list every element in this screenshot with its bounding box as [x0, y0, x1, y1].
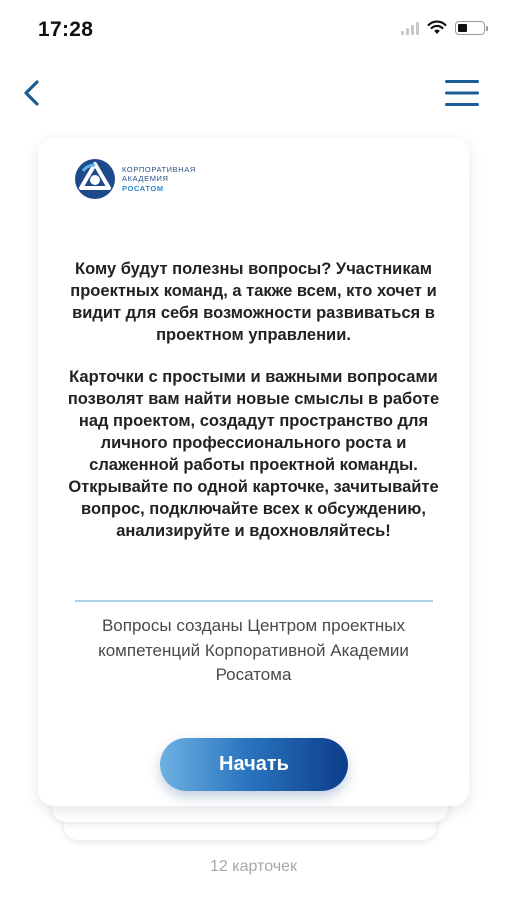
- hamburger-menu-icon: [445, 79, 479, 107]
- divider: [75, 600, 433, 602]
- status-time: 17:28: [38, 18, 94, 41]
- intro-paragraph-description: Карточки с простыми и важными вопросами позволят вам найти новые смыслы в работе над проектом, создадут пространство для личного профессионального роста и слаженной работы проектной команды. Открывайте по одной карточке, зачитывайте вопрос, подключайте всех к обсуждению, анализируйте и вдохновляйтесь!: [67, 368, 440, 540]
- status-bar: [0, 0, 507, 62]
- intro-paragraph-audience: Кому будут полезны вопросы? Участникам проектных команд, а также всем, кто хочет и видит для себя возможности развиваться в проектном управлении.: [70, 260, 437, 344]
- menu-button[interactable]: [445, 79, 479, 107]
- wifi-icon: [427, 20, 447, 35]
- credits-text: Вопросы созданы Центром проектных компетенций Корпоративной Академии Росатома: [98, 616, 409, 684]
- card-count-label: 12 карточек: [210, 858, 297, 875]
- status-icons: [401, 20, 485, 35]
- rosatom-academy-logo: [74, 158, 196, 200]
- intro-card: [38, 138, 469, 806]
- rosatom-logo-icon: [74, 158, 116, 200]
- chevron-left-icon: [16, 76, 50, 110]
- cellular-signal-icon: [401, 21, 419, 35]
- intro-text: [60, 258, 447, 542]
- battery-icon: [455, 21, 485, 35]
- back-button[interactable]: [16, 76, 50, 110]
- logo-text: КОРПОРАТИВНАЯ АКАДЕМИЯ РОСАТОМ: [122, 164, 196, 193]
- start-button[interactable]: Начать: [160, 738, 348, 791]
